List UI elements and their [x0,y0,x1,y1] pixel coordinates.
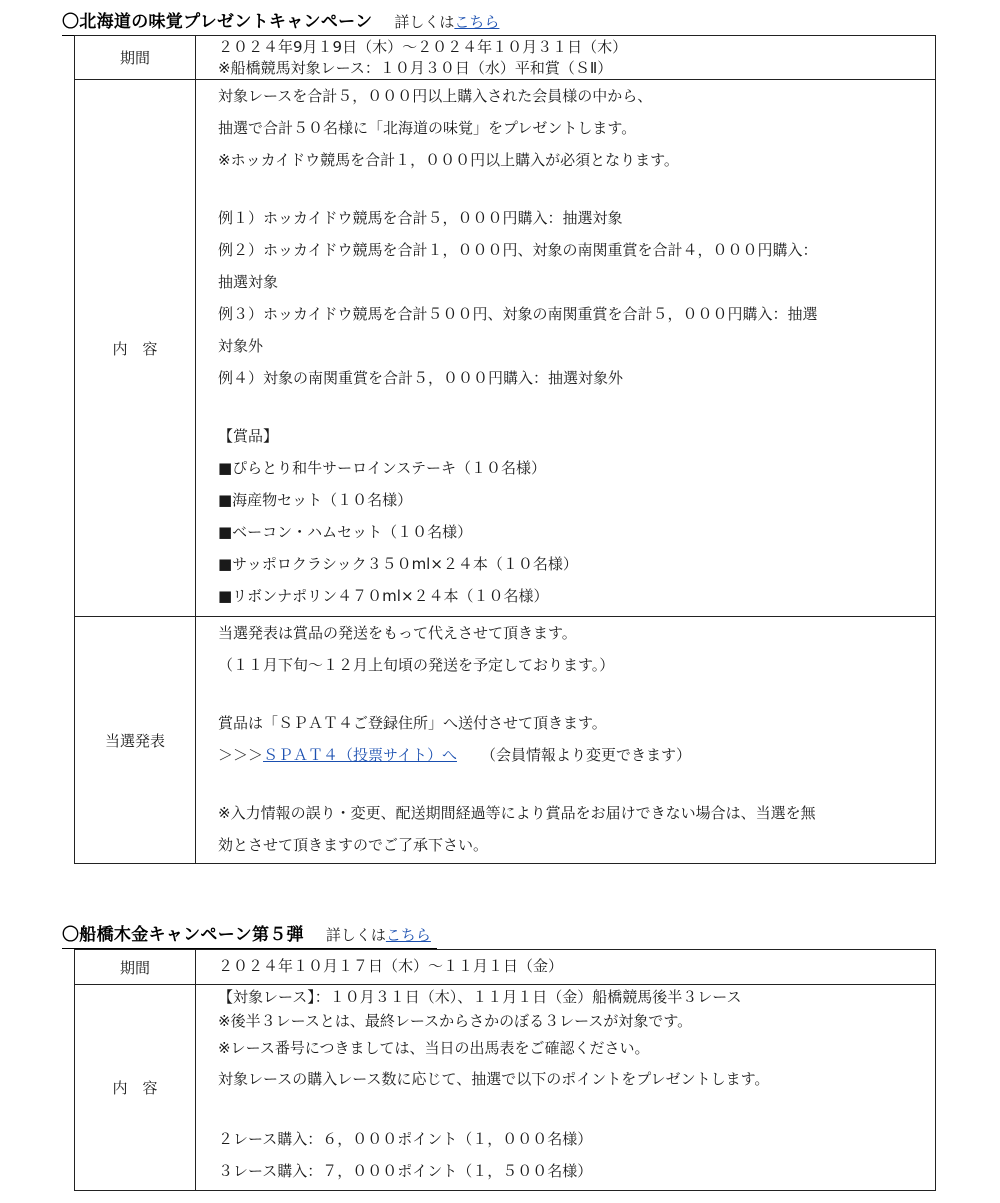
spat-prefix: ＞＞＞ [218,746,264,764]
campaign2-period-label: 期間 [75,950,196,985]
spat-link[interactable]: ＳＰＡＴ４（投票サイト）へ [263,746,457,764]
campaign1-winner-body [196,617,936,864]
prize-item: ■ベーコン・ハムセット（１０名様） [218,523,473,541]
content-line: 【対象レース】：１０月３１日（木）、１１月１日（金）船橋競馬後半３レース [218,988,742,1006]
campaign1-content-label: 内 容 [75,80,196,617]
content-line: 抽選で合計５０名様に「北海道の味覚」をプレゼントします。 [218,119,637,137]
campaign2-period-text: ２０２４年１０月１７日（木）～１１月１日（金） [218,957,564,975]
prize-item: ■リボンナポリン４７０ml×２４本（１０名様） [218,587,549,605]
campaign1-heading [62,7,501,36]
campaign1-period-line: ２０２４年9月１9日（木）～２０２４年１０月３１日（木） [218,38,628,56]
winner-line: 当選発表は賞品の発送をもって代えさせて頂きます。 [218,624,577,642]
campaign2-details-link[interactable]: こちら [385,926,431,944]
blank-line [218,394,931,420]
campaign1-details-prefix: 詳しくは [394,13,455,31]
campaign2-period-body [196,950,936,985]
content-line: ※レース番号につきましては、当日の出馬表をご確認ください。 [218,1039,650,1057]
spat-line [218,739,931,771]
campaign1-period-note: ※船橋競馬対象レース：１０月３０日（水）平和賞（ＳⅡ） [218,59,613,77]
campaign1-period-body [196,36,936,80]
example-line: 抽選対象 [218,273,279,291]
campaign1-period-label: 期間 [75,36,196,80]
campaign2-title: 〇船橋木金キャンペーン第５弾 [62,925,304,945]
spat-note: （会員情報より変更できます） [480,746,691,764]
campaign2-table [74,949,936,1191]
campaign2-details-prefix: 詳しくは [325,926,386,944]
winner-line: （１１月下旬～１２月上旬頃の発送を予定しております。） [218,656,615,674]
campaign1-content-row [75,80,936,617]
content-line: 対象レースの購入レース数に応じて、抽選で以下のポイントをプレゼントします。 [218,1070,770,1088]
campaign1-period-row [75,36,936,80]
campaign2-content-label: 内 容 [75,985,196,1191]
prize-item: ■ぴらとり和牛サーロインステーキ（１０名様） [218,459,546,477]
content-line: 対象レースを合計５，０００円以上購入された会員様の中から、 [218,87,653,105]
example-line: 例２）ホッカイドウ競馬を合計１，０００円、対象の南関重賞を合計４，０００円購入： [218,241,818,259]
campaign2-content-row [75,985,936,1191]
campaign2-period-row [75,950,936,985]
example-line: 例１）ホッカイドウ競馬を合計５，０００円購入：抽選対象 [218,209,623,227]
prize-item: ■海産物セット（１０名様） [218,491,413,509]
winner-note: 効とさせて頂きますのでご了承下さい。 [218,836,489,854]
campaign1-details-link[interactable]: こちら [454,13,500,31]
content-line: ※後半３レースとは、最終レースからさかのぼる３レースが対象です。 [218,1012,693,1030]
prize-item: ■サッポロクラシック３５０ml×２４本（１０名様） [218,555,578,573]
example-line: 対象外 [218,337,264,355]
campaign1-content-body [196,80,936,617]
points-line: ３レース購入：７，０００ポイント（１，５００名様） [218,1162,593,1180]
points-line: ２レース購入：６，０００ポイント（１，０００名様） [218,1130,593,1148]
campaign1-title: 〇北海道の味覚プレゼントキャンペーン [62,12,373,32]
winner-note: ※入力情報の誤り・変更、配送期間経過等により賞品をお届けできない場合は、当選を無 [218,804,816,822]
campaign1-winner-label: 当選発表 [75,617,196,864]
campaign2-heading [62,920,437,949]
campaign1-table [74,35,936,864]
prize-heading: 【賞品】 [218,427,279,445]
blank-line [218,681,931,707]
example-line: 例３）ホッカイドウ競馬を合計５００円、対象の南関重賞を合計５，０００円購入：抽選 [218,305,818,323]
blank-line [218,176,931,202]
campaign1-winner-row [75,617,936,864]
campaign2-content-body [196,985,936,1191]
blank-line [218,1095,931,1123]
example-line: 例４）対象の南関重賞を合計５，０００円購入：抽選対象外 [218,369,624,387]
winner-line: 賞品は「ＳＰＡＴ４ご登録住所」へ送付させて頂きます。 [218,714,607,732]
content-line: ※ホッカイドウ競馬を合計１，０００円以上購入が必須となります。 [218,151,679,169]
blank-line [218,771,931,797]
